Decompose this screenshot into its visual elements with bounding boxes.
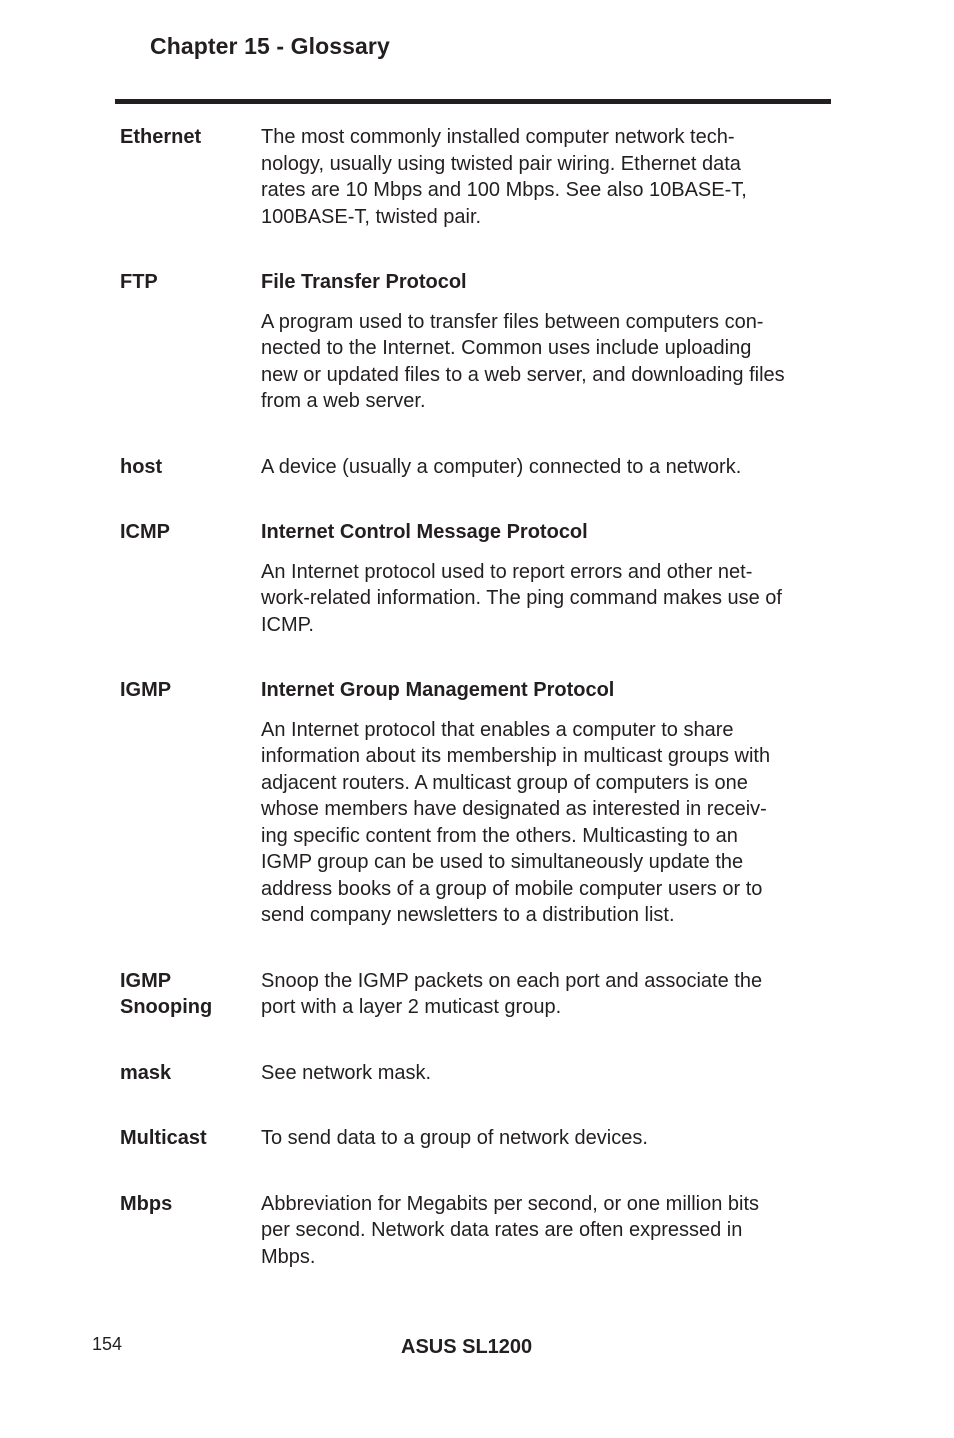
glossary-definition xyxy=(261,1060,832,1087)
definition-line: Abbreviation for Megabits per second, or one million bits xyxy=(261,1192,760,1215)
glossary-entry-ftp xyxy=(120,269,832,415)
definition-line: ing specific content from the others. Multicasting to an xyxy=(261,824,738,847)
definition-line: An Internet protocol used to report errors and other net- xyxy=(261,560,753,583)
definition-line: To send data to a group of network devices. xyxy=(261,1127,648,1149)
glossary-definition xyxy=(261,519,832,638)
glossary-term: FTP xyxy=(120,271,158,293)
glossary-entry-mask xyxy=(120,1060,832,1087)
glossary-definition xyxy=(261,677,832,929)
definition-line: See network mask. xyxy=(261,1061,432,1084)
glossary-term: IGMP xyxy=(120,679,172,701)
glossary-term-line: Snooping xyxy=(120,996,213,1018)
definition-line: Mbps. xyxy=(261,1245,316,1268)
glossary-definition xyxy=(261,1191,832,1271)
glossary-full-name: File Transfer Protocol xyxy=(261,271,467,293)
glossary-entry-igmp-snooping xyxy=(120,968,832,1021)
definition-line: send company newsletters to a distribution list. xyxy=(261,904,675,926)
definition-line: The most commonly installed computer network tech- xyxy=(261,126,735,148)
definition-line: nology, usually using twisted pair wiring. Ethernet data xyxy=(261,152,741,175)
glossary-entry-icmp xyxy=(120,519,832,638)
glossary-full-name: Internet Control Message Protocol xyxy=(261,521,588,543)
page-number: 154 xyxy=(92,1334,123,1354)
definition-line: from a web server. xyxy=(261,390,426,412)
definition-line: address books of a group of mobile computer users or to xyxy=(261,877,763,900)
glossary-entry-mbps xyxy=(120,1191,832,1271)
glossary-term xyxy=(120,968,261,1021)
chapter-title: Chapter 15 - Glossary xyxy=(150,33,390,59)
glossary-term-line: IGMP xyxy=(120,969,172,992)
header-rule xyxy=(115,99,831,104)
definition-line: rates are 10 Mbps and 100 Mbps. See also 10BASE-T, xyxy=(261,179,747,201)
glossary-definition xyxy=(261,454,832,481)
definition-line: nected to the Internet. Common uses include uploading xyxy=(261,337,752,359)
definition-line: port with a layer 2 muticast group. xyxy=(261,996,562,1018)
glossary-list xyxy=(120,124,832,1309)
definition-line: 100BASE-T, twisted pair. xyxy=(261,205,482,228)
glossary-full-name: Internet Group Management Protocol xyxy=(261,679,615,701)
glossary-entry-host xyxy=(120,454,832,481)
glossary-term: Mbps xyxy=(120,1192,173,1215)
definition-line: A program used to transfer files between computers con- xyxy=(261,310,764,333)
definition-line: A device (usually a computer) connected to a network. xyxy=(261,455,742,478)
definition-line: Snoop the IGMP packets on each port and associate the xyxy=(261,969,763,992)
glossary-definition xyxy=(261,968,832,1021)
glossary-definition xyxy=(261,269,832,415)
definition-line: information about its membership in multicast groups with xyxy=(261,745,771,767)
definition-line: An Internet protocol that enables a computer to share xyxy=(261,718,734,741)
glossary-term: host xyxy=(120,455,163,478)
glossary-entry-ethernet xyxy=(120,124,832,230)
footer-product-name: ASUS SL1200 xyxy=(401,1336,533,1358)
definition-line: IGMP group can be used to simultaneously update the xyxy=(261,851,744,873)
glossary-definition xyxy=(261,1125,832,1152)
definition-line: new or updated files to a web server, and downloading files xyxy=(261,363,785,386)
definition-line: ICMP. xyxy=(261,613,314,636)
glossary-definition xyxy=(261,124,832,230)
glossary-term: Ethernet xyxy=(120,126,202,148)
glossary-term: mask xyxy=(120,1061,172,1084)
definition-line: whose members have designated as interested in receiv- xyxy=(261,798,767,820)
glossary-term: Multicast xyxy=(120,1127,207,1149)
glossary-term: ICMP xyxy=(120,521,170,543)
definition-line: per second. Network data rates are often expressed in xyxy=(261,1219,743,1241)
definition-line: work-related information. The ping command makes use of xyxy=(261,587,782,609)
glossary-entry-igmp xyxy=(120,677,832,929)
glossary-entry-multicast xyxy=(120,1125,832,1152)
definition-line: adjacent routers. A multicast group of computers is one xyxy=(261,771,748,794)
